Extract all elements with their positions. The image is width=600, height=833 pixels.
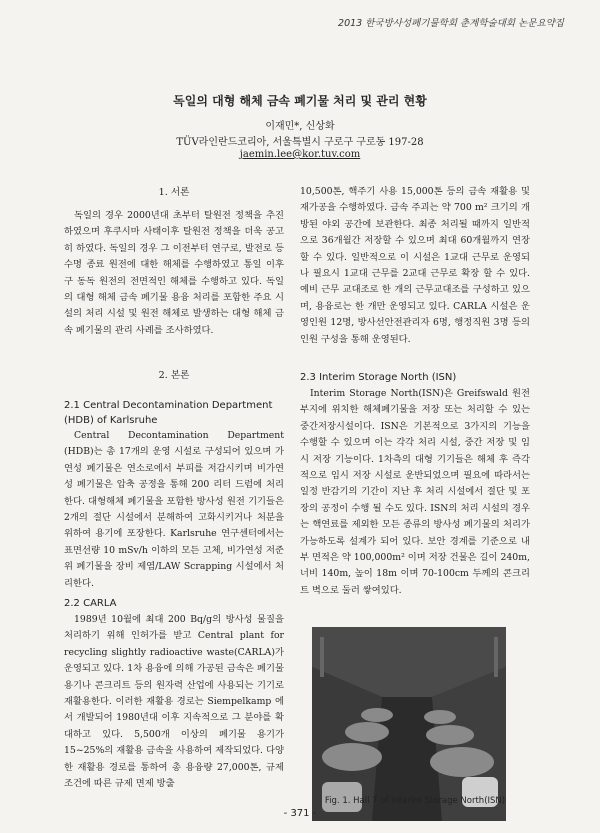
paper-title: 독일의 대형 해체 금속 폐기물 처리 및 관리 현황 (173, 94, 427, 108)
section-2-3-paragraph: Interim Storage North(ISN)은 Greifswald 원전 부지에 위치한 해체폐기물을 저장 또는 처리할 수 있는 중간저장시설이다. ISN은 기본적으로 3가지의 기능을 수행할 수 있으며 이는 각각 처리 시설, 중간 저장 및 임시 저장 기능이다. 1차측의 대형 기기들은 해체 후 즉각적으로 임시 저장 시설로 운반되었으며 필요에 따라서는 일정 반감기의 기간이 지난 후 처리 시설에서 절단 및 포장의 공정이 수행 될 수도 있다. ISN의 처리 시설의 경우는 핵연료를 제외한 모든 종류의 방사성 폐기물의 처리가 가능하도록 설계가 되어 있다. 보안 경계를 기준으로 내부 면적은 약 100,000m² 이며 저장 건물은 길이 240m, 너비 140m, 높이 18m 이며 70-100cm 두께의 콘크리트 벽으로 둘러 쌓여있다. (300, 388, 530, 596)
page-number: - 371 - (283, 808, 317, 819)
figure-photo (312, 627, 506, 821)
section-2-2-continued: 10,500톤, 핵주기 사용 15,000톤 등의 금속 재활용 및 재가공을 수행하였다. 금속 주괴는 약 700 m² 크기의 개방된 야외 공간에 보관한다. 최종 처리될 때까지 일반적으로 36개월간 저장할 수 있으며 최대 60개월까지 연장할 수 있다. 일반적으로 이 시설은 1교대 근무로 운영되나 필요시 1교대 근무를 2교대 근무로 확장 할 수 있다. 예비 근무 교대조로 한 개의 근무교대조를 구성하고 있으며, 용융로는 한 개만 운영되고 있다. CARLA 시설은 운영인원 12명, 방사선안전관리자 6명, 행정직원 3명 등의 인원 구성을 통해 운영된다. (300, 186, 530, 345)
storage-hall-image (312, 627, 506, 821)
intro-paragraph: 독일의 경우 2000년대 초부터 탈원전 정책을 추진하였으며 후쿠시마 사태이후 탈원전 정책을 더욱 공고히 하였다. 독일의 경우 그 이전부터 연구로, 발전로 등 수명 종료 원전에 대한 해체를 수행하였고 통일 이후 구 동독 원전의 전면적인 해체를 수행하고 있다. 독일의 대형 해체 금속 폐기물 용융 처리를 포함한 주요 시설의 처리 시설 및 원전 해체로 발생하는 대형 해체 금속 폐기물의 관리 사례를 조사하였다. (64, 210, 284, 336)
intro-heading: 1. 서론 (158, 187, 190, 198)
section-2-1-paragraph: Central Decontamination Department (HDB)는 총 17개의 운영 시설로 구성되어 있으며 가연성 폐기물은 연소로에서 부피를 저감시키며 비가연성 폐기물은 압축 공정을 통해 200 리터 드럼에 처리한다. 대형해체 폐기물을 포함한 방사성 원전 기기들은 2개의 절단 시설에서 분해하여 고화시키거나 처분을 위하여 용기에 포장한다. Karlsruhe 연구센터에서는 표면선량 10 mSv/h 이하의 모든 고체, 비가연성 저준위 폐기물을 장비 제염/LAW Scrapping 시설에서 처리한다. (64, 430, 284, 589)
figure-caption: Fig. 1. Hall 7 of Interim Storage North(ISN) (324, 796, 506, 806)
section-2-3-heading: 2.3 Interim Storage North (ISN) (300, 372, 457, 383)
section-2-2-paragraph: 1989년 10월에 최대 200 Bq/g의 방사성 물질을 처리하기 위해 인허가를 받고 Central plant for recycling slightly radioactive waste(CARLA)가 운영되고 있다. 1차 용융에 의해 가공된 금속은 폐기물 용기나 콘크리트 등의 원자력 산업에 사용되는 기기로 재활용한다. 이러한 재활용 경로는 Siempelkamp 에서 개발되어 1980년대 이후 지속적으로 그 분야를 확대하고 있다. 5,500개 이상의 폐기물 용기가 15~25%의 재활용 금속을 사용하여 제작되었다. 다양한 재활용 경로를 통하여 총 용융량 27,000톤, 규제 조건에 따른 규제 면제 방출 (64, 614, 284, 790)
body-heading: 2. 본론 (158, 370, 190, 381)
section-2-2-heading: 2.2 CARLA (64, 598, 117, 609)
affiliation: TÜV라인란드코리아, 서울특별시 구로구 구로동 197-28 (176, 137, 424, 148)
authors: 이재민*, 신상화 (265, 121, 335, 132)
running-header: 2013 한국방사성폐기물학회 춘계학술대회 논문요약집 (338, 18, 564, 29)
section-2-1-heading: 2.1 Central Decontamination Department (HDB) of Karlsruhe (64, 400, 273, 426)
email-link[interactable]: jaemin.lee@kor.tuv.com (239, 149, 361, 160)
